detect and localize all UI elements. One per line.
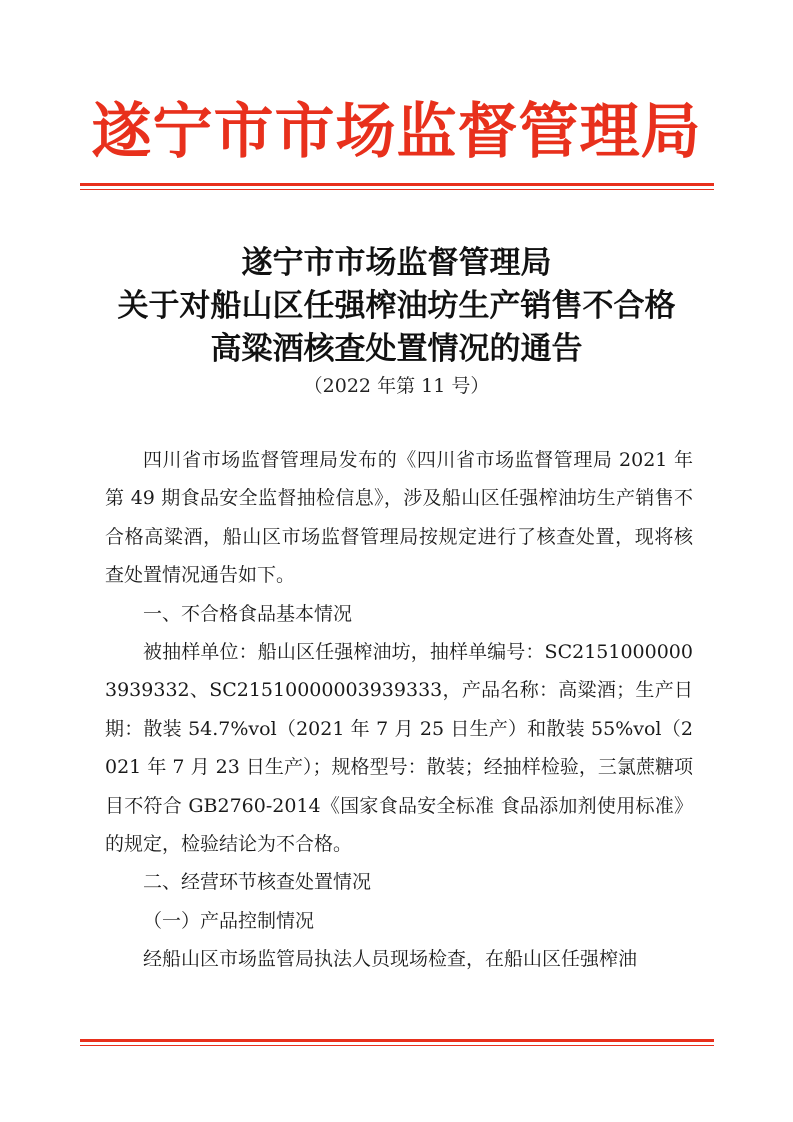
- notice-title: [0, 242, 793, 371]
- letterhead-org-name: 遂宁市市场监督管理局: [91, 97, 702, 167]
- section-1-paragraph: 被抽样单位：船山区任强榨油坊，抽样单编号：SC21510000003939332、SC21510000003939333，产品名称：高粱酒；生产日期：散装 54.7%vol（2021 年 7 月 25 日生产）和散装 55%vol（2021 年 7 月 23 日生产）；规格型号：散装；经抽样检验，三氯蔗糖项目不符合 GB2760-2014《国家食品安全标准 食品添加剂使用标准》的规定，检验结论为不合格。: [105, 641, 693, 856]
- intro-paragraph: 四川省市场监督管理局发布的《四川省市场监督管理局 2021 年第 49 期食品安全监督抽检信息》，涉及船山区任强榨油坊生产销售不合格高粱酒，船山区市场监督管理局按规定进行了核查处置，现将核查处置情况通告如下。: [105, 449, 693, 587]
- section-1-heading: 一、不合格食品基本情况: [143, 602, 353, 625]
- notice-body: [105, 441, 693, 979]
- subsection-1-paragraph: 经船山区市场监管局执法人员现场检查，在船山区任强榨油: [143, 948, 638, 971]
- notice-title-line-3: 高粱酒核查处置情况的通告: [210, 331, 583, 367]
- footer-rule-thin: [80, 1045, 714, 1046]
- letterhead-rule-thick: [80, 183, 714, 186]
- section-2-heading: 二、经营环节核查处置情况: [143, 871, 372, 894]
- notice-doc-number: （2022 年第 11 号）: [303, 375, 490, 397]
- footer-rule-thick: [80, 1039, 714, 1042]
- letterhead-rule-thin: [80, 189, 714, 190]
- notice-title-line-2: 关于对船山区任强榨油坊生产销售不合格: [117, 288, 676, 324]
- notice-title-line-1: 遂宁市市场监督管理局: [241, 245, 552, 281]
- subsection-1-heading: （一）产品控制情况: [143, 909, 315, 932]
